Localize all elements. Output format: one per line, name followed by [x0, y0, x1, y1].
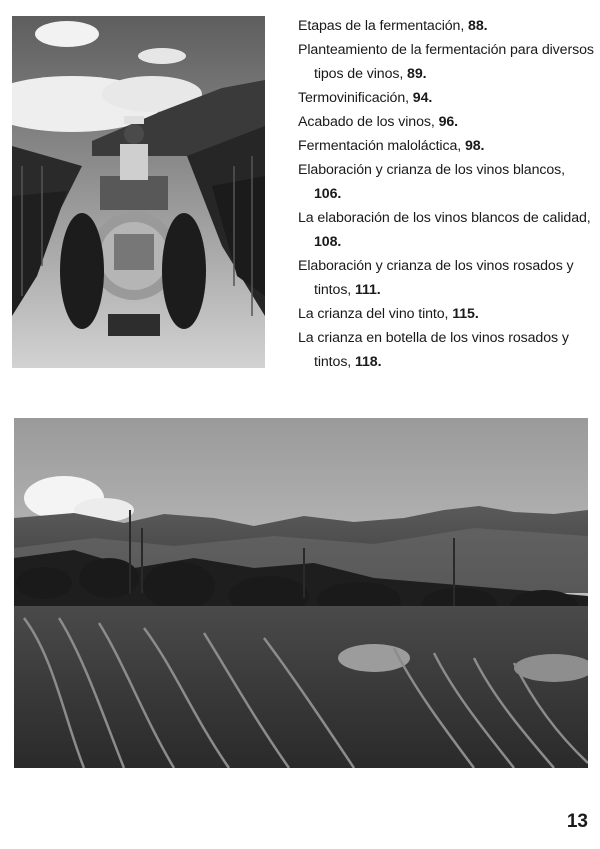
- table-of-contents: [298, 14, 598, 374]
- toc-page-number: 106.: [314, 186, 342, 202]
- toc-page-number: 108.: [314, 234, 342, 250]
- tractor-vineyard-photo: [12, 16, 265, 368]
- toc-page-number: 88.: [468, 18, 488, 34]
- toc-entry: Etapas de la fermentación, 88.: [298, 18, 488, 34]
- toc-entry: Termovinificación, 94.: [298, 90, 433, 106]
- toc-entry: La crianza en botella de los vinos rosados y tintos, 118.: [298, 330, 569, 370]
- toc-entry: Planteamiento de la fermentación para diversos tipos de vinos, 89.: [298, 42, 594, 82]
- toc-entry: La crianza del vino tinto, 115.: [298, 306, 479, 322]
- toc-page-number: 96.: [438, 114, 458, 130]
- toc-entry: Fermentación maloláctica, 98.: [298, 138, 485, 154]
- toc-entry: Acabado de los vinos, 96.: [298, 114, 458, 130]
- toc-page-number: 115.: [452, 306, 479, 322]
- toc-page-number: 111.: [355, 282, 381, 298]
- page-number: 13: [566, 811, 588, 832]
- toc-page-number: 118.: [355, 354, 382, 370]
- vineyard-field-photo: [14, 418, 588, 768]
- toc-page-number: 94.: [412, 90, 433, 106]
- toc-entry: La elaboración de los vinos blancos de calidad, 108.: [298, 206, 598, 254]
- toc-entry: Elaboración y crianza de los vinos rosados y tintos, 111.: [298, 258, 574, 298]
- toc-page-number: 98.: [464, 138, 485, 154]
- toc-entry: Elaboración y crianza de los vinos blancos, 106.: [298, 158, 598, 206]
- toc-page-number: 89.: [407, 66, 427, 82]
